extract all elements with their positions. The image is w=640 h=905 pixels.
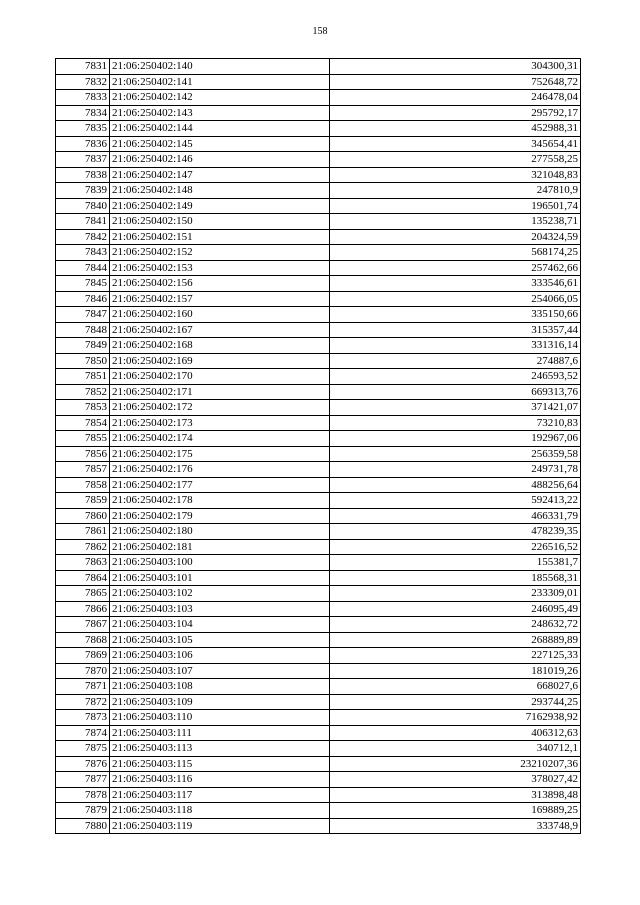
cadastral-value-cell: 277558,25 <box>330 152 581 168</box>
cadastral-number-cell: 21:06:250402:140 <box>110 59 330 75</box>
table-row <box>56 756 581 772</box>
cadastral-number-cell: 21:06:250402:151 <box>110 229 330 245</box>
cadastral-number-cell: 21:06:250402:160 <box>110 307 330 323</box>
cadastral-number-cell: 21:06:250402:168 <box>110 338 330 354</box>
cadastral-value-cell: 466331,79 <box>330 508 581 524</box>
cadastral-value-cell: 248632,72 <box>330 617 581 633</box>
cadastral-number-cell: 21:06:250402:177 <box>110 477 330 493</box>
cadastral-value-cell: 315357,44 <box>330 322 581 338</box>
cadastral-value-cell: 274887,6 <box>330 353 581 369</box>
table-row <box>56 307 581 323</box>
cadastral-number-cell: 21:06:250403:108 <box>110 679 330 695</box>
table-row <box>56 90 581 106</box>
cadastral-number-cell: 21:06:250403:105 <box>110 632 330 648</box>
cadastral-number-cell: 21:06:250402:145 <box>110 136 330 152</box>
cadastral-number-cell: 21:06:250403:113 <box>110 741 330 757</box>
row-number-cell: 7858 <box>56 477 110 493</box>
row-number-cell: 7863 <box>56 555 110 571</box>
table-row <box>56 260 581 276</box>
cadastral-number-cell: 21:06:250402:146 <box>110 152 330 168</box>
row-number-cell: 7834 <box>56 105 110 121</box>
cadastral-value-cell: 331316,14 <box>330 338 581 354</box>
row-number-cell: 7874 <box>56 725 110 741</box>
cadastral-value-cell: 371421,07 <box>330 400 581 416</box>
table-row <box>56 508 581 524</box>
row-number-cell: 7839 <box>56 183 110 199</box>
table-row <box>56 539 581 555</box>
cadastral-value-cell: 452988,31 <box>330 121 581 137</box>
table-row <box>56 493 581 509</box>
cadastral-number-cell: 21:06:250402:149 <box>110 198 330 214</box>
row-number-cell: 7870 <box>56 663 110 679</box>
table-row <box>56 741 581 757</box>
table-row <box>56 477 581 493</box>
cadastral-number-cell: 21:06:250402:147 <box>110 167 330 183</box>
cadastral-number-cell: 21:06:250402:156 <box>110 276 330 292</box>
cadastral-number-cell: 21:06:250402:174 <box>110 431 330 447</box>
table-row <box>56 400 581 416</box>
cadastral-value-cell: 340712,1 <box>330 741 581 757</box>
cadastral-value-cell: 155381,7 <box>330 555 581 571</box>
row-number-cell: 7861 <box>56 524 110 540</box>
table-row <box>56 229 581 245</box>
row-number-cell: 7875 <box>56 741 110 757</box>
table-row <box>56 276 581 292</box>
cadastral-number-cell: 21:06:250402:169 <box>110 353 330 369</box>
cadastral-value-cell: 752648,72 <box>330 74 581 90</box>
cadastral-number-cell: 21:06:250402:148 <box>110 183 330 199</box>
row-number-cell: 7862 <box>56 539 110 555</box>
row-number-cell: 7856 <box>56 446 110 462</box>
cadastral-number-cell: 21:06:250403:109 <box>110 694 330 710</box>
cadastral-value-cell: 304300,31 <box>330 59 581 75</box>
row-number-cell: 7848 <box>56 322 110 338</box>
cadastral-value-cell: 192967,06 <box>330 431 581 447</box>
cadastral-value-cell: 135238,71 <box>330 214 581 230</box>
row-number-cell: 7840 <box>56 198 110 214</box>
row-number-cell: 7855 <box>56 431 110 447</box>
table-row <box>56 369 581 385</box>
table-body <box>56 59 581 834</box>
cadastral-number-cell: 21:06:250403:116 <box>110 772 330 788</box>
table-row <box>56 648 581 664</box>
cadastral-value-cell: 295792,17 <box>330 105 581 121</box>
cadastral-value-cell: 247810,9 <box>330 183 581 199</box>
table-row <box>56 555 581 571</box>
table-row <box>56 803 581 819</box>
cadastral-value-cell: 7162938,92 <box>330 710 581 726</box>
row-number-cell: 7852 <box>56 384 110 400</box>
cadastral-value-cell: 246095,49 <box>330 601 581 617</box>
table-row <box>56 787 581 803</box>
table-row <box>56 462 581 478</box>
cadastral-value-cell: 249731,78 <box>330 462 581 478</box>
cadastral-value-cell: 257462,66 <box>330 260 581 276</box>
cadastral-number-cell: 21:06:250403:115 <box>110 756 330 772</box>
table-row <box>56 586 581 602</box>
row-number-cell: 7867 <box>56 617 110 633</box>
cadastral-value-cell: 246593,52 <box>330 369 581 385</box>
row-number-cell: 7873 <box>56 710 110 726</box>
table-row <box>56 105 581 121</box>
cadastral-value-cell: 321048,83 <box>330 167 581 183</box>
cadastral-value-cell: 268889,89 <box>330 632 581 648</box>
row-number-cell: 7849 <box>56 338 110 354</box>
cadastral-value-cell: 185568,31 <box>330 570 581 586</box>
row-number-cell: 7876 <box>56 756 110 772</box>
table-row <box>56 167 581 183</box>
cadastral-number-cell: 21:06:250402:172 <box>110 400 330 416</box>
row-number-cell: 7835 <box>56 121 110 137</box>
row-number-cell: 7851 <box>56 369 110 385</box>
table-row <box>56 214 581 230</box>
cadastral-number-cell: 21:06:250403:119 <box>110 818 330 834</box>
table-row <box>56 121 581 137</box>
table-row <box>56 353 581 369</box>
table-row <box>56 524 581 540</box>
row-number-cell: 7853 <box>56 400 110 416</box>
table-row <box>56 198 581 214</box>
row-number-cell: 7842 <box>56 229 110 245</box>
table-row <box>56 322 581 338</box>
cadastral-value-cell: 196501,74 <box>330 198 581 214</box>
cadastral-value-cell: 73210,83 <box>330 415 581 431</box>
cadastral-number-cell: 21:06:250402:179 <box>110 508 330 524</box>
row-number-cell: 7857 <box>56 462 110 478</box>
cadastral-number-cell: 21:06:250402:170 <box>110 369 330 385</box>
page-number: 158 <box>312 26 328 37</box>
table-row <box>56 601 581 617</box>
table-row <box>56 446 581 462</box>
cadastral-number-cell: 21:06:250403:106 <box>110 648 330 664</box>
cadastral-number-cell: 21:06:250403:104 <box>110 617 330 633</box>
cadastral-value-cell: 333748,9 <box>330 818 581 834</box>
cadastral-number-cell: 21:06:250402:143 <box>110 105 330 121</box>
cadastral-number-cell: 21:06:250402:175 <box>110 446 330 462</box>
row-number-cell: 7866 <box>56 601 110 617</box>
table-row <box>56 59 581 75</box>
table-row <box>56 663 581 679</box>
table-row <box>56 136 581 152</box>
table-row <box>56 710 581 726</box>
table-row <box>56 725 581 741</box>
table-row <box>56 183 581 199</box>
cadastral-value-cell: 227125,33 <box>330 648 581 664</box>
table-row <box>56 632 581 648</box>
cadastral-value-cell: 406312,63 <box>330 725 581 741</box>
row-number-cell: 7841 <box>56 214 110 230</box>
row-number-cell: 7880 <box>56 818 110 834</box>
cadastral-value-table <box>55 58 581 834</box>
table-row <box>56 415 581 431</box>
row-number-cell: 7865 <box>56 586 110 602</box>
cadastral-value-cell: 313898,48 <box>330 787 581 803</box>
cadastral-number-cell: 21:06:250402:180 <box>110 524 330 540</box>
row-number-cell: 7832 <box>56 74 110 90</box>
cadastral-number-cell: 21:06:250402:173 <box>110 415 330 431</box>
row-number-cell: 7844 <box>56 260 110 276</box>
cadastral-number-cell: 21:06:250402:141 <box>110 74 330 90</box>
cadastral-number-cell: 21:06:250402:157 <box>110 291 330 307</box>
cadastral-value-cell: 378027,42 <box>330 772 581 788</box>
table-row <box>56 431 581 447</box>
cadastral-number-cell: 21:06:250402:150 <box>110 214 330 230</box>
row-number-cell: 7854 <box>56 415 110 431</box>
cadastral-number-cell: 21:06:250402:171 <box>110 384 330 400</box>
cadastral-value-cell: 226516,52 <box>330 539 581 555</box>
row-number-cell: 7860 <box>56 508 110 524</box>
cadastral-number-cell: 21:06:250403:102 <box>110 586 330 602</box>
cadastral-value-cell: 246478,04 <box>330 90 581 106</box>
cadastral-number-cell: 21:06:250402:167 <box>110 322 330 338</box>
cadastral-value-cell: 669313,76 <box>330 384 581 400</box>
cadastral-number-cell: 21:06:250403:103 <box>110 601 330 617</box>
row-number-cell: 7843 <box>56 245 110 261</box>
row-number-cell: 7869 <box>56 648 110 664</box>
cadastral-value-cell: 169889,25 <box>330 803 581 819</box>
row-number-cell: 7850 <box>56 353 110 369</box>
cadastral-value-cell: 335150,66 <box>330 307 581 323</box>
row-number-cell: 7833 <box>56 90 110 106</box>
cadastral-number-cell: 21:06:250403:118 <box>110 803 330 819</box>
row-number-cell: 7872 <box>56 694 110 710</box>
table-row <box>56 338 581 354</box>
cadastral-number-cell: 21:06:250402:153 <box>110 260 330 276</box>
table-row <box>56 245 581 261</box>
cadastral-value-cell: 333546,61 <box>330 276 581 292</box>
row-number-cell: 7846 <box>56 291 110 307</box>
row-number-cell: 7859 <box>56 493 110 509</box>
cadastral-number-cell: 21:06:250403:110 <box>110 710 330 726</box>
row-number-cell: 7845 <box>56 276 110 292</box>
cadastral-value-cell: 256359,58 <box>330 446 581 462</box>
cadastral-value-cell: 345654,41 <box>330 136 581 152</box>
row-number-cell: 7864 <box>56 570 110 586</box>
table-row <box>56 772 581 788</box>
cadastral-value-cell: 568174,25 <box>330 245 581 261</box>
table-row <box>56 617 581 633</box>
row-number-cell: 7871 <box>56 679 110 695</box>
cadastral-value-cell: 23210207,36 <box>330 756 581 772</box>
cadastral-value-cell: 233309,01 <box>330 586 581 602</box>
row-number-cell: 7879 <box>56 803 110 819</box>
row-number-cell: 7836 <box>56 136 110 152</box>
table-row <box>56 694 581 710</box>
table-row <box>56 152 581 168</box>
cadastral-value-cell: 488256,64 <box>330 477 581 493</box>
cadastral-value-cell: 478239,35 <box>330 524 581 540</box>
cadastral-value-cell: 181019,26 <box>330 663 581 679</box>
row-number-cell: 7868 <box>56 632 110 648</box>
cadastral-number-cell: 21:06:250402:181 <box>110 539 330 555</box>
cadastral-value-cell: 204324,59 <box>330 229 581 245</box>
row-number-cell: 7847 <box>56 307 110 323</box>
table-row <box>56 291 581 307</box>
row-number-cell: 7877 <box>56 772 110 788</box>
cadastral-number-cell: 21:06:250402:178 <box>110 493 330 509</box>
cadastral-number-cell: 21:06:250403:107 <box>110 663 330 679</box>
row-number-cell: 7837 <box>56 152 110 168</box>
table-row <box>56 818 581 834</box>
cadastral-value-cell: 668027,6 <box>330 679 581 695</box>
cadastral-number-cell: 21:06:250403:111 <box>110 725 330 741</box>
cadastral-number-cell: 21:06:250403:100 <box>110 555 330 571</box>
cadastral-value-cell: 592413,22 <box>330 493 581 509</box>
row-number-cell: 7831 <box>56 59 110 75</box>
cadastral-number-cell: 21:06:250402:142 <box>110 90 330 106</box>
cadastral-number-cell: 21:06:250402:144 <box>110 121 330 137</box>
cadastral-number-cell: 21:06:250403:117 <box>110 787 330 803</box>
cadastral-value-cell: 293744,25 <box>330 694 581 710</box>
table-row <box>56 384 581 400</box>
cadastral-number-cell: 21:06:250403:101 <box>110 570 330 586</box>
cadastral-number-cell: 21:06:250402:176 <box>110 462 330 478</box>
table-row <box>56 570 581 586</box>
table-row <box>56 679 581 695</box>
row-number-cell: 7838 <box>56 167 110 183</box>
cadastral-value-cell: 254066,05 <box>330 291 581 307</box>
row-number-cell: 7878 <box>56 787 110 803</box>
cadastral-number-cell: 21:06:250402:152 <box>110 245 330 261</box>
table-row <box>56 74 581 90</box>
